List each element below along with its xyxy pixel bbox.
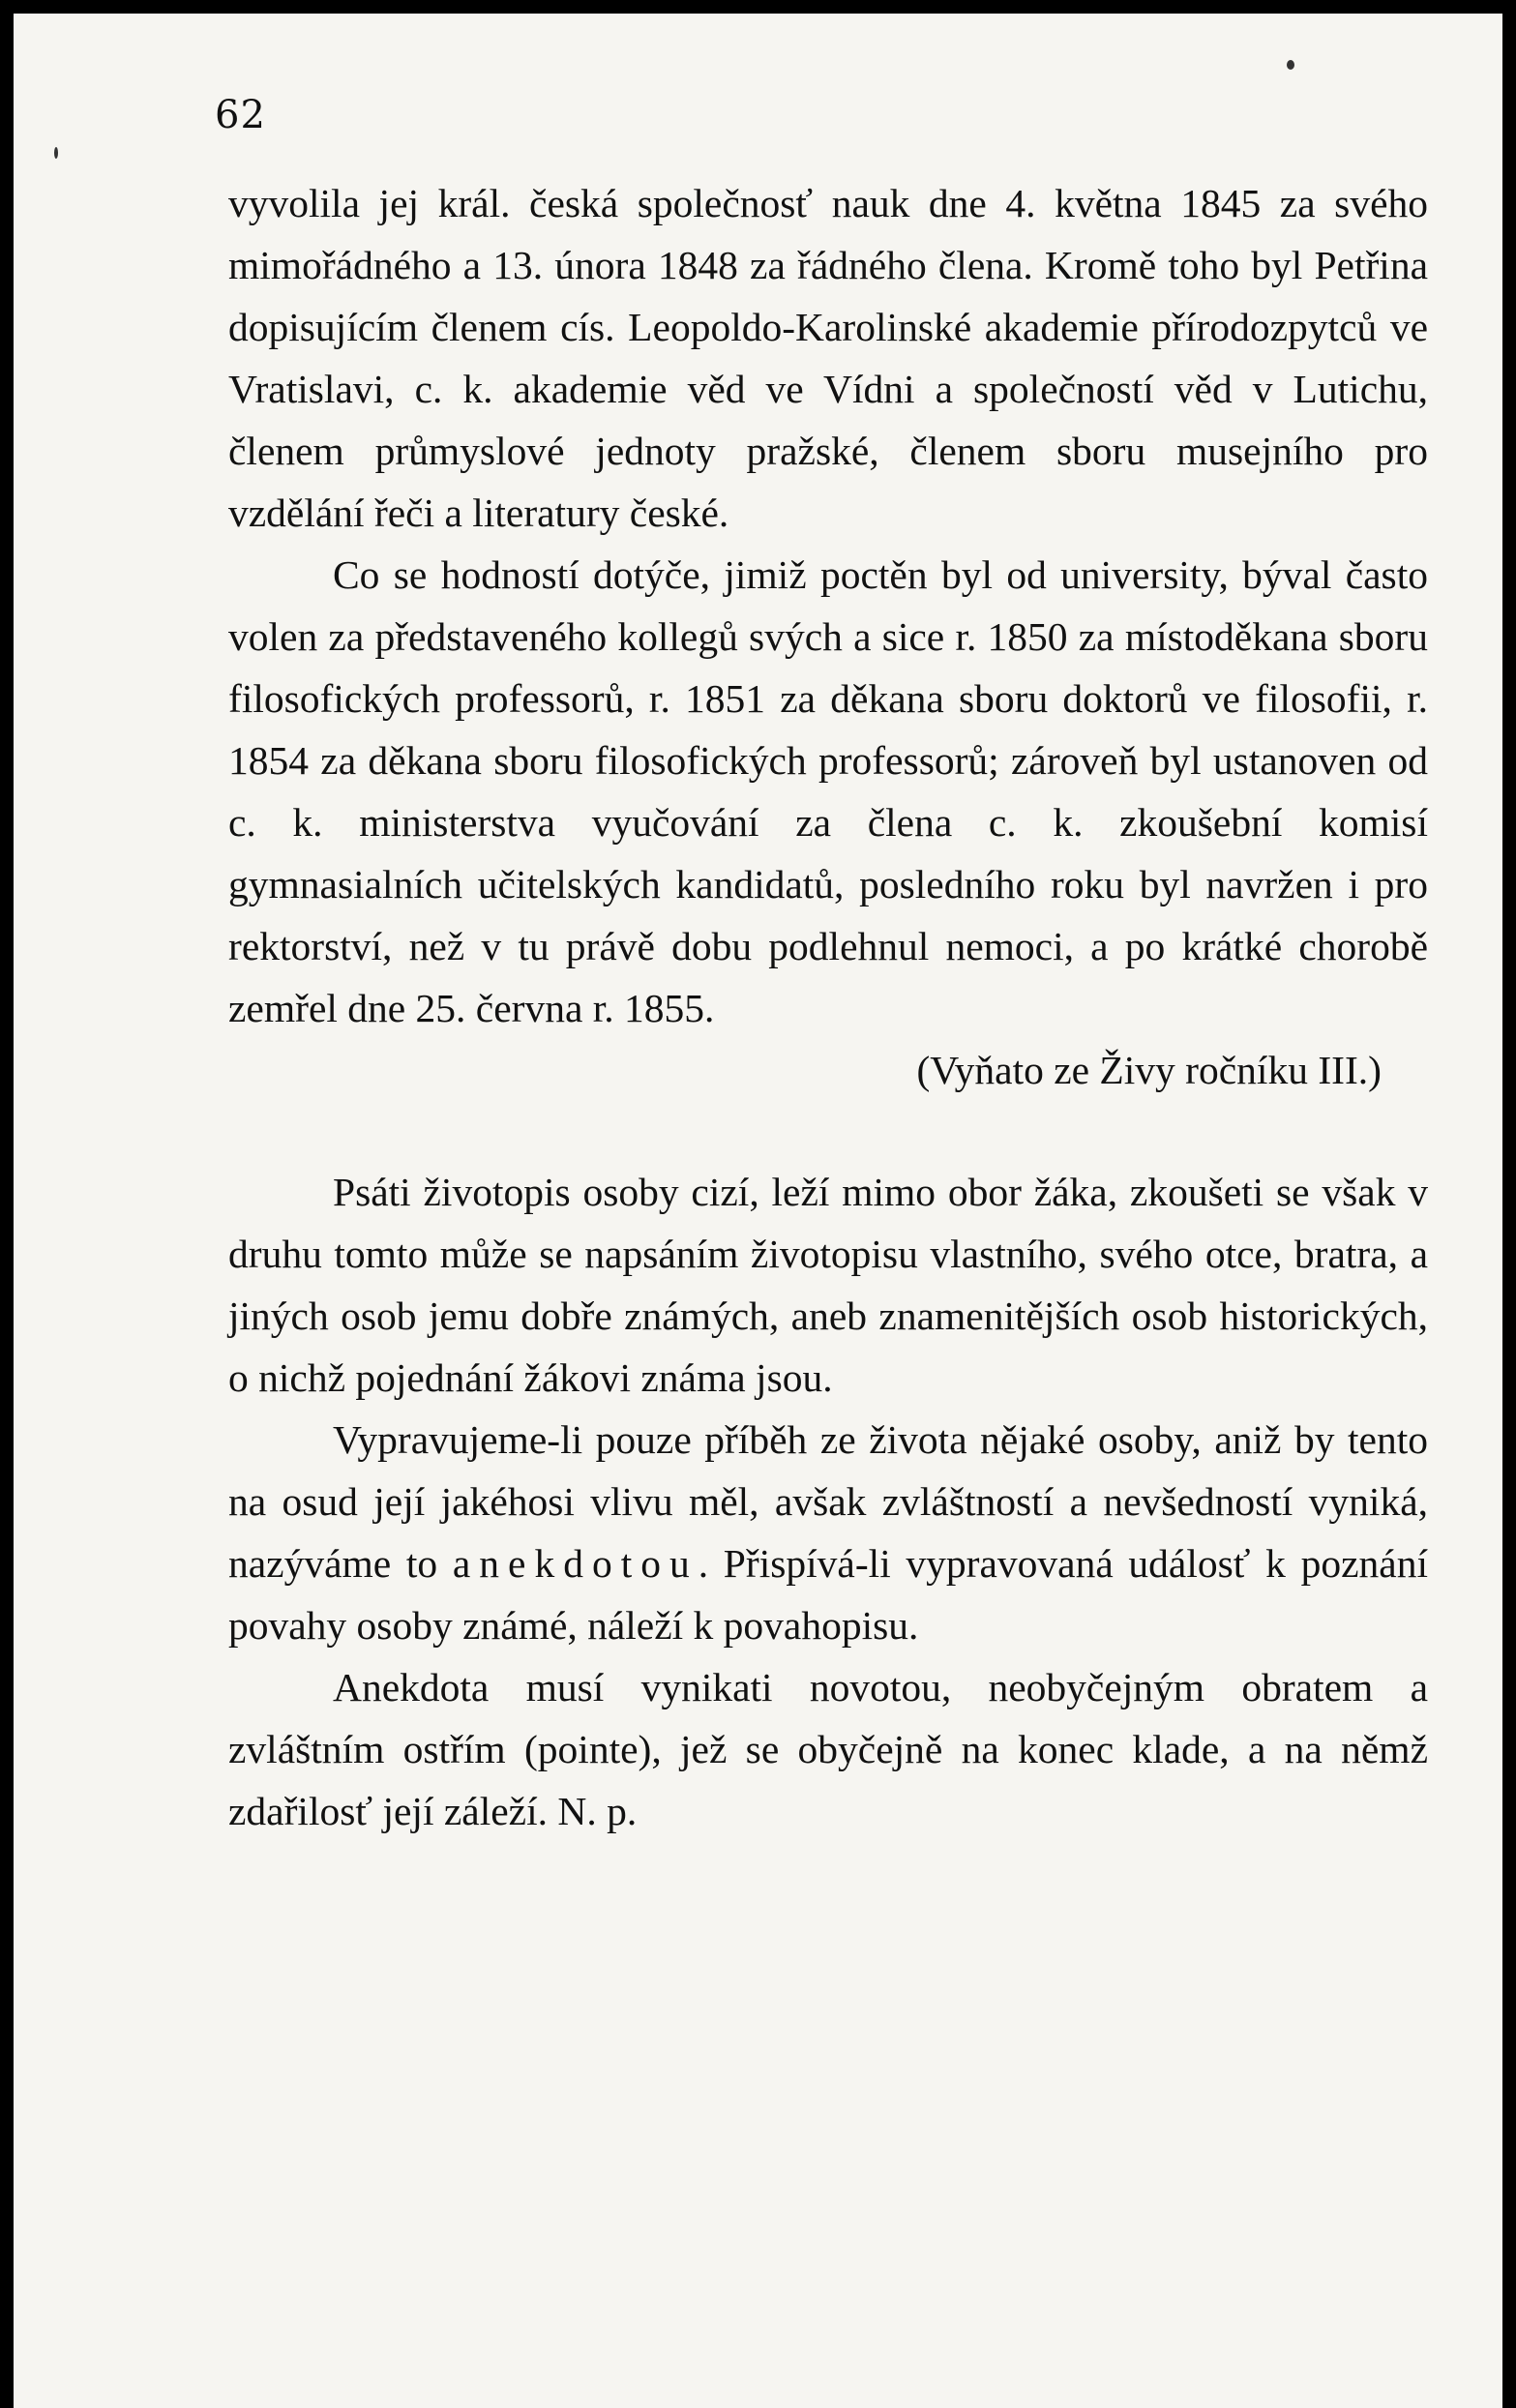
anecdote-definition-text: Vypravujeme-li pouze příběh ze života nějaké osoby, aniž by tento na osud její jakéhosi vlivu měl, avšak zvláštností a nevšedností vyniká, nazýváme to [228, 1417, 1428, 1586]
paragraph-biography-writing: Psáti životopis osoby cizí, leží mimo obor žáka, zkoušeti se však v druhu tomto může se napsáním životopisu vlastního, svého otce, bratra, a jiných osob jemu dobře známých, aneb znamenitějších osob historických, o nichž pojednání žákovi známa jsou. [228, 1170, 1428, 1400]
anecdote-term: anekdotou [452, 1541, 699, 1586]
paragraph-university-honors: Co se hodností dotýče, jimiž poctěn byl od university, býval často volen za představeného kollegů svých a sice r. 1850 za místoděkana sboru filosofických professorů, r. 1851 za děkana sboru doktorů ve filosofii, r. 1854 za děkana sboru filosofických professorů; zároveň byl ustanoven od c. k. ministerstva vyučování za člena c. k. zkoušební komisí gymnasialních učitelských kandidatů, posledního roku byl navržen i pro rektorství, než v tu právě dobu podlehnul nemoci, a po krátké chorobě zemřel dne 25. června r. 1855. [228, 552, 1428, 1030]
anecdote-character-text: . Přispívá-li vypravovaná událosť k poznání povahy osoby známé, náleží k povahopisu. [228, 1541, 1428, 1648]
paragraph-anecdote-definition [228, 1409, 1428, 1656]
paragraph-anecdote-qualities: Anekdota musí vynikati novotou, neobyčejným obratem a zvláštním ostřím (pointe), jež se obyčejně na konec klade, a na němž zdařilosť její záleží. N. p. [228, 1665, 1428, 1833]
source-citation: (Vyňato ze Živy ročníku III.) [916, 1048, 1382, 1092]
ink-speck [1287, 60, 1294, 70]
page-number: 62 [215, 93, 266, 137]
ink-speck [54, 147, 58, 159]
paragraph-membership: vyvolila jej král. česká společnosť nauk dne 4. května 1845 za svého mimořádného a 13. února 1848 za řádného člena. Kromě toho byl Petřina dopisujícím členem cís. Leopoldo-Karolinské akademie přírodozpytců ve Vratislavi, c. k. akademie věd ve Vídni a společností věd v Lutichu, členem průmyslové jednoty pražské, členem sboru musejního pro vzdělání řeči a literatury české. [228, 181, 1428, 535]
section-gap [228, 1101, 1428, 1161]
body-text [228, 172, 1428, 1842]
